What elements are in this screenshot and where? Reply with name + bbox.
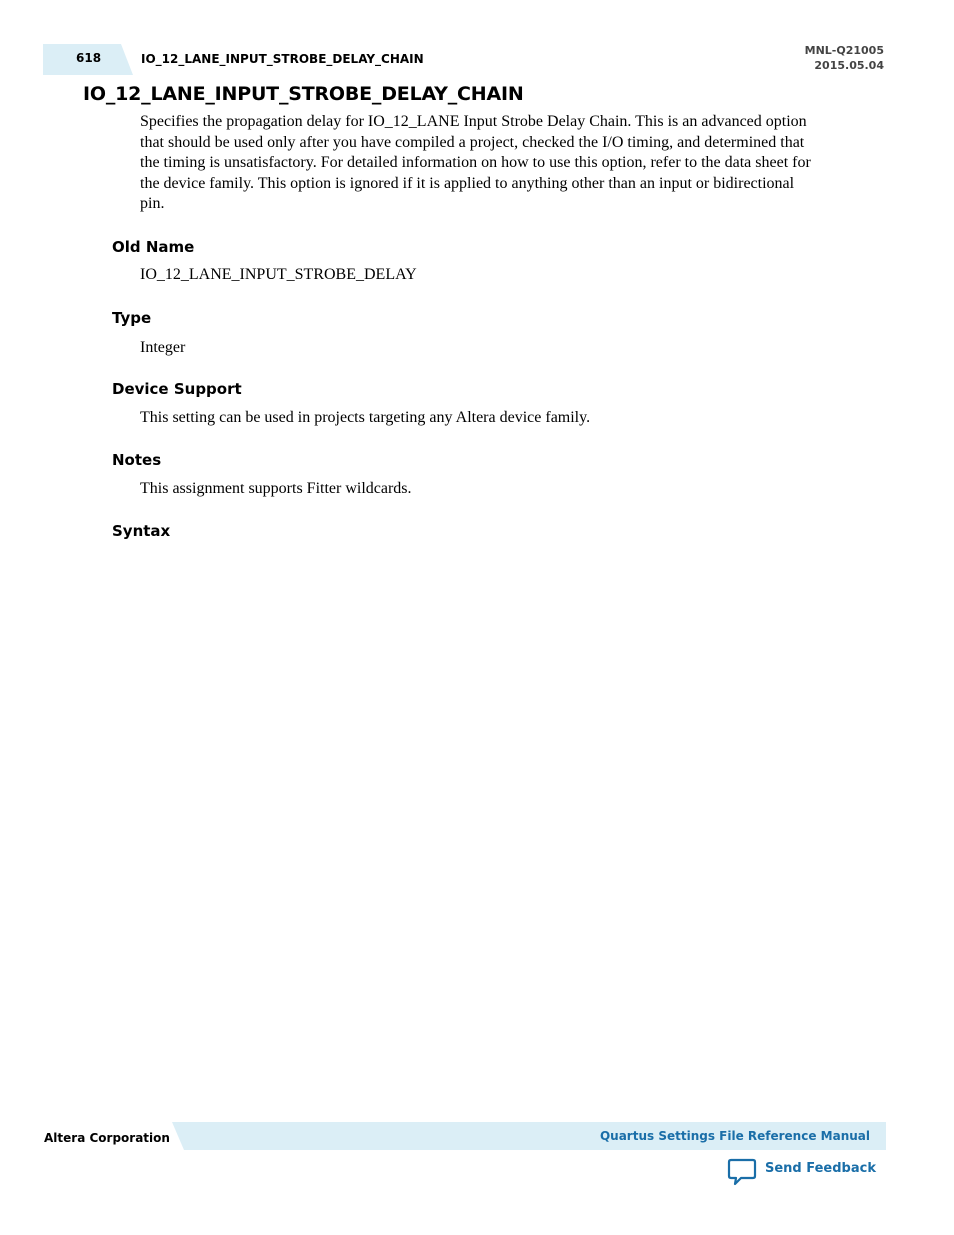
device-support-heading: Device Support: [112, 380, 242, 398]
description-line: the device family. This option is ignored if it is applied to anything other than an input or bidirectional: [140, 174, 795, 192]
document-date: 2015.05.04: [814, 59, 884, 72]
page-number: 618: [76, 51, 102, 65]
type-heading: Type: [112, 309, 152, 327]
speech-bubble-icon: [726, 1157, 758, 1187]
document-id: MNL-Q21005: [804, 44, 884, 57]
notes-value: This assignment supports Fitter wildcards.: [140, 480, 412, 497]
description-line: Specifies the propagation delay for IO_12_LANE Input Strobe Delay Chain. This is an advanced option: [140, 113, 807, 130]
syntax-heading: Syntax: [112, 522, 171, 540]
document-id-block: [805, 43, 884, 73]
old-name-heading: Old Name: [112, 238, 195, 256]
send-feedback-link[interactable]: [726, 1157, 876, 1187]
description-paragraph: [140, 112, 870, 215]
old-name-value: IO_12_LANE_INPUT_STROBE_DELAY: [140, 266, 417, 283]
device-support-value: This setting can be used in projects targeting any Altera device family.: [140, 409, 591, 426]
send-feedback-label[interactable]: Send Feedback: [765, 1161, 876, 1176]
description-line: that should be used only after you have compiled a project, checked the I/O timing, and determined that: [140, 133, 805, 151]
type-value: Integer: [140, 339, 186, 356]
running-title: IO_12_LANE_INPUT_STROBE_DELAY_CHAIN: [141, 52, 424, 66]
description-line: the timing is unsatisfactory. For detailed information on how to use this option, refer to the data sheet for: [140, 154, 811, 171]
footer-company: Altera Corporation: [44, 1131, 170, 1145]
description-line: pin.: [140, 195, 165, 212]
footer-manual-title[interactable]: Quartus Settings File Reference Manual: [599, 1129, 870, 1143]
notes-heading: Notes: [112, 451, 162, 469]
page-title: IO_12_LANE_INPUT_STROBE_DELAY_CHAIN: [83, 83, 524, 105]
